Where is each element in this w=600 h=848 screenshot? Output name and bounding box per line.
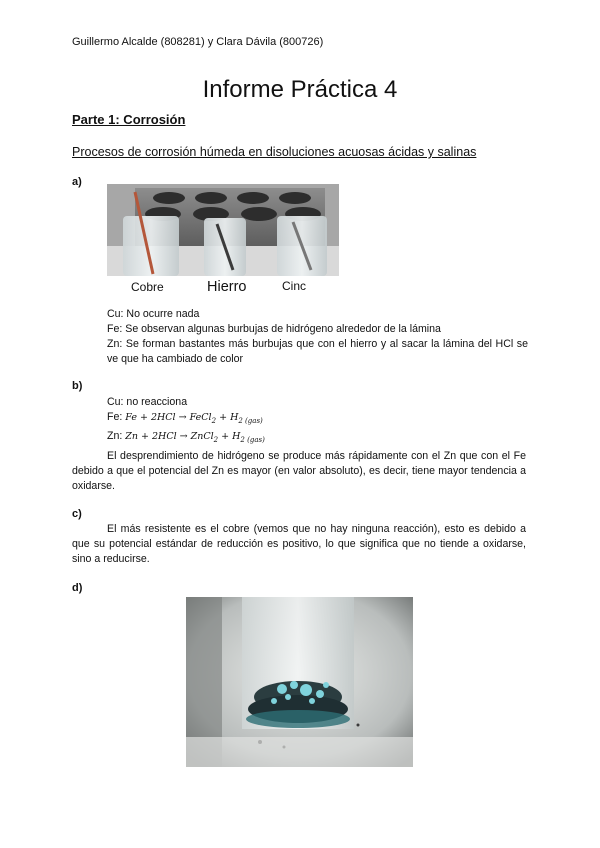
label-a: a) [72, 176, 82, 188]
label-d: d) [72, 582, 83, 594]
b-paragraph: El desprendimiento de hidrógeno se produce más rápidamente con el Zn que con el Fe debido a que el potencial del Zn es mayor (en valor absoluto), es decir, tiene mayor tendencia a oxidarse. [72, 450, 526, 492]
b-line-zn [107, 429, 265, 448]
label-b: b) [72, 380, 83, 392]
b-line-cu: Cu: no reacciona [107, 396, 188, 408]
b-zn-label: Zn: [107, 430, 123, 442]
b-fe-label: Fe: [107, 411, 123, 423]
caption-cinc: Cinc [282, 279, 307, 293]
label-c: c) [72, 508, 82, 520]
b-fe-equation: Fe + 2HCl → FeCl$_2$ + $H_{2 (gas)}$ [125, 412, 263, 425]
b-line-fe [107, 410, 263, 429]
section-heading: Procesos de corrosión húmeda en disoluciones acuosas ácidas y salinas [72, 145, 477, 159]
a-line-fe: Fe: Se observan algunas burbujas de hidrógeno alrededor de la lámina [107, 323, 441, 335]
header-authors: Guillermo Alcalde (808281) y Clara Dávila (800726) [72, 36, 324, 48]
photo-zinc-beaker [186, 597, 413, 767]
page-title: Informe Práctica 4 [202, 76, 398, 103]
photo-beakers [107, 184, 339, 294]
b-zn-equation: Zn + 2HCl → ZnCl$_2$ + $H_{2 (gas)}$ [125, 431, 265, 444]
part-heading: Parte 1: Corrosión [72, 112, 186, 127]
caption-cobre: Cobre [131, 280, 164, 294]
a-line-cu: Cu: No ocurre nada [107, 308, 200, 320]
a-line-zn: Zn: Se forman bastantes más burbujas que con el hierro y al sacar la lámina del HCl se ve que ha cambiado de color [107, 338, 528, 365]
c-paragraph: El más resistente es el cobre (vemos que no hay ninguna reacción), esto es debido a que su potencial estándar de reducción es positivo, lo que significa que no tiende a oxidarse, sino a reducirse. [72, 523, 526, 565]
caption-hierro: Hierro [207, 279, 247, 294]
